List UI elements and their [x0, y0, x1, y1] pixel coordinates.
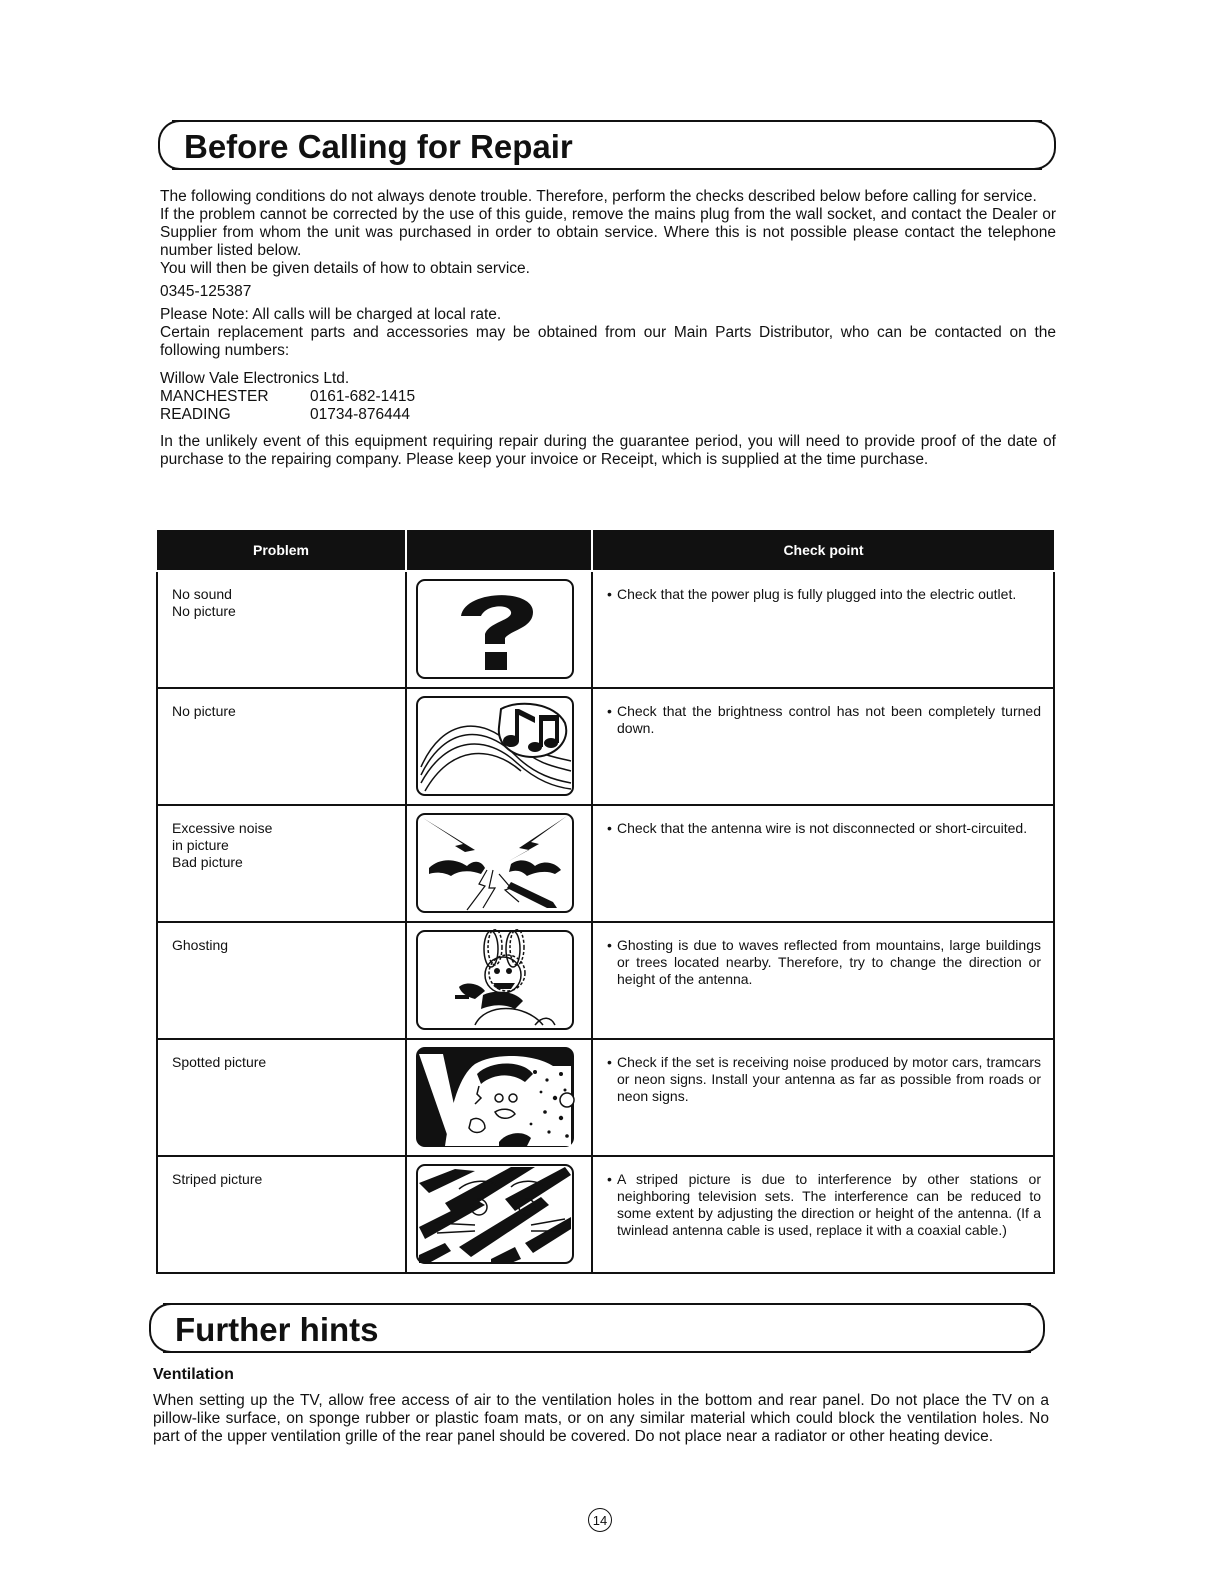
- problem-cell: [157, 1156, 406, 1273]
- table-row: [157, 805, 1054, 922]
- problem-line: Bad picture: [172, 854, 243, 870]
- image-cell: [406, 571, 592, 688]
- check-cell: [592, 1156, 1054, 1273]
- check-cell: [592, 571, 1054, 688]
- table-header-row: [157, 530, 1054, 571]
- problem-cell: [157, 805, 406, 922]
- question-mark-icon: [415, 578, 575, 680]
- bullet-icon: •: [607, 1171, 612, 1187]
- bullet-icon: •: [607, 586, 612, 602]
- problem-cell: [157, 922, 406, 1039]
- problem-line: Striped picture: [172, 1171, 263, 1187]
- ventilation-text: When setting up the TV, allow free access of air to the ventilation holes in the bottom and rear panel. Do not place the TV on a pillow-like surface, on sponge rubber or plastic foam mats, or on any similar material which could block the ventilation holes. No part of the upper ventilation grille of the rear panel should be covered. Do not place near a radiator or other heating device.: [153, 1392, 1049, 1445]
- check-text: Check that the brightness control has not been completely turned down.: [617, 703, 1041, 736]
- guarantee-paragraph: In the unlikely event of this equipment requiring repair during the guarantee period, you will need to provide proof of the date of purchase to the repairing company. Please keep your invoice or Receipt, which is supplied at the time purchase.: [160, 433, 1056, 468]
- problem-line: Ghosting: [172, 937, 229, 953]
- ventilation-heading: Ventilation: [153, 1366, 234, 1383]
- bullet-icon: •: [607, 937, 612, 953]
- image-cell: [406, 1156, 592, 1273]
- page-number: 14: [588, 1508, 612, 1532]
- problem-line: No sound: [172, 586, 232, 602]
- music-notes-waves-icon: [415, 695, 575, 797]
- check-text: Check that the antenna wire is not disconnected or short-circuited.: [617, 820, 1028, 836]
- phone-number: 0345-125387: [160, 283, 252, 300]
- section-title: Further hints: [175, 1311, 379, 1348]
- intro-paragraph-1: The following conditions do not always denote trouble. Therefore, perform the checks described below before calling for service.: [160, 188, 1037, 205]
- intro-paragraph-2: If the problem cannot be corrected by the use of this guide, remove the mains plug from the wall socket, and contact the Dealer or Supplier from whom the unit was purchased in order to obtain service. Where this is not possible please contact the telephone number listed below.: [160, 206, 1056, 259]
- problem-line: in picture: [172, 837, 229, 853]
- section-heading-hints: [163, 1303, 1031, 1353]
- distributor-name: Willow Vale Electronics Ltd.: [160, 370, 350, 387]
- table-row: [157, 688, 1054, 805]
- distributor-numbers: [160, 388, 1056, 424]
- note-paragraph-1: Please Note: All calls will be charged at local rate.: [160, 306, 502, 323]
- note-paragraph-2: Certain replacement parts and accessories may be obtained from our Main Parts Distributor, who can be contacted on the following numbers:: [160, 324, 1056, 359]
- image-cell: [406, 1039, 592, 1156]
- intro-paragraph-3: You will then be given details of how to obtain service.: [160, 260, 530, 277]
- table-row: [157, 1156, 1054, 1273]
- check-cell: [592, 805, 1054, 922]
- problem-line: No picture: [172, 603, 236, 619]
- problem-line: Excessive noise: [172, 820, 273, 836]
- header-problem: Problem: [157, 530, 406, 571]
- problem-line: No picture: [172, 703, 236, 719]
- image-cell: [406, 805, 592, 922]
- check-cell: [592, 922, 1054, 1039]
- page-title: Before Calling for Repair: [184, 128, 573, 165]
- table-row: [157, 1039, 1054, 1156]
- image-cell: [406, 688, 592, 805]
- spotted-face-icon: [415, 1046, 575, 1148]
- distributor-number: 01734-876444: [310, 406, 410, 423]
- check-cell: [592, 688, 1054, 805]
- lightning-interference-icon: [415, 812, 575, 914]
- check-text: Check that the power plug is fully plugged into the electric outlet.: [617, 586, 1017, 602]
- check-text: Check if the set is receiving noise produced by motor cars, tramcars or neon signs. Install your antenna as far as possible from roads or neon signs.: [617, 1054, 1041, 1104]
- troubleshooting-table: [156, 530, 1055, 1274]
- check-cell: [592, 1039, 1054, 1156]
- header-image: [406, 530, 592, 571]
- distributor-city: MANCHESTER: [160, 388, 269, 405]
- bullet-icon: •: [607, 820, 612, 836]
- check-text: Ghosting is due to waves reflected from mountains, large buildings or trees located nearby. Therefore, try to change the direction or height of the antenna.: [617, 937, 1041, 987]
- ghost-rabbit-icon: [415, 929, 575, 1031]
- image-cell: [406, 922, 592, 1039]
- distributor-city: READING: [160, 406, 231, 423]
- table-row: [157, 922, 1054, 1039]
- distributor-number: 0161-682-1415: [310, 388, 416, 405]
- bullet-icon: •: [607, 703, 612, 719]
- striped-cat-icon: [415, 1163, 575, 1265]
- header-check-point: Check point: [592, 530, 1054, 571]
- check-text: A striped picture is due to interference by other stations or neighboring television sets. The interference can be reduced to some extent by adjusting the direction or height of the antenna. (If a twinlead antenna cable is used, replace it with a coaxial cable.): [617, 1171, 1041, 1238]
- problem-line: Spotted picture: [172, 1054, 267, 1070]
- intro-text: [160, 188, 1056, 469]
- bullet-icon: •: [607, 1054, 612, 1070]
- table-row: [157, 571, 1054, 688]
- problem-cell: [157, 688, 406, 805]
- section-heading-repair: [172, 120, 1042, 170]
- problem-cell: [157, 571, 406, 688]
- problem-cell: [157, 1039, 406, 1156]
